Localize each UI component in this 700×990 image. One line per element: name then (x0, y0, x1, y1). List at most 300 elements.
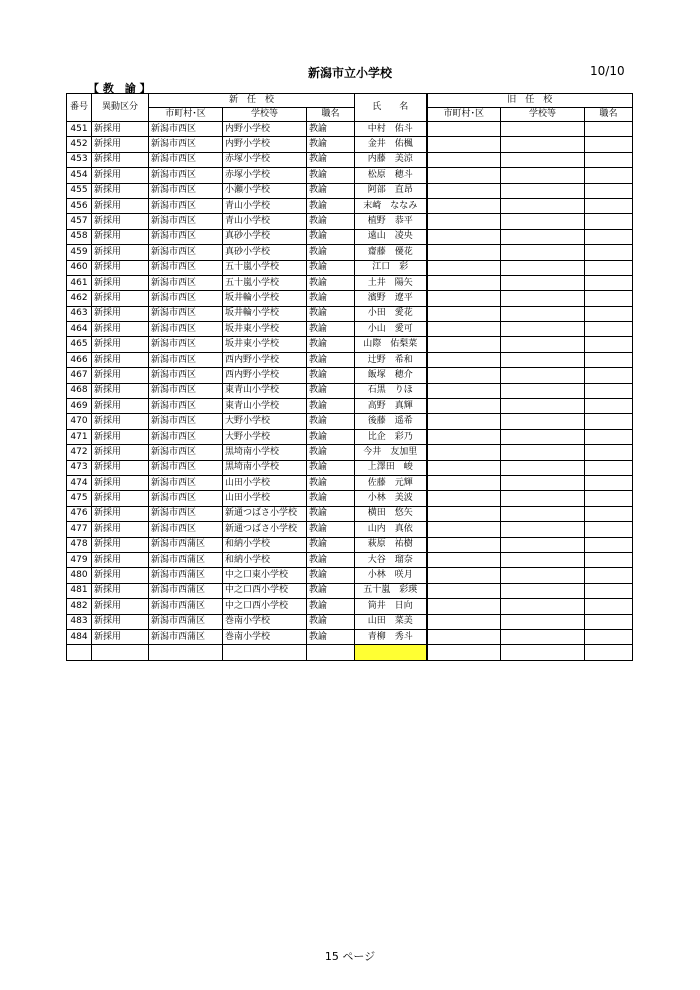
row-name: 小林 咲月 (355, 568, 427, 583)
row-new-city: 新潟市西区 (149, 322, 223, 337)
row-number: 464 (67, 322, 92, 337)
row-old-school (501, 214, 585, 229)
row-old-school (501, 368, 585, 383)
row-number: 457 (67, 214, 92, 229)
row-new-school: 東青山小学校 (223, 383, 307, 398)
row-number: 480 (67, 568, 92, 583)
table-row (67, 198, 633, 213)
row-name: 末崎 ななみ (355, 198, 427, 213)
table-row (67, 460, 633, 475)
row-name: 五十嵐 彩瑛 (355, 583, 427, 598)
row-number: 475 (67, 491, 92, 506)
row-new-city: 新潟市西区 (149, 275, 223, 290)
row-name: 土井 陽矢 (355, 275, 427, 290)
table-row (67, 214, 633, 229)
row-old-school (501, 475, 585, 490)
row-new-post: 教諭 (307, 122, 355, 137)
row-old-city (427, 383, 501, 398)
row-new-school: 青山小学校 (223, 198, 307, 213)
row-old-post (585, 214, 633, 229)
row-kubun: 新採用 (92, 322, 149, 337)
row-old-post (585, 522, 633, 537)
row-new-post: 教諭 (307, 306, 355, 321)
row-number: 476 (67, 506, 92, 521)
row-new-school: 坂井東小学校 (223, 322, 307, 337)
row-number: 471 (67, 429, 92, 444)
row-old-school (501, 198, 585, 213)
row-name: 中村 佑斗 (355, 122, 427, 137)
row-kubun: 新採用 (92, 383, 149, 398)
row-old-post (585, 198, 633, 213)
row-name: 小林 美波 (355, 491, 427, 506)
row-kubun: 新採用 (92, 183, 149, 198)
row-old-school (501, 260, 585, 275)
row-new-school: 東青山小学校 (223, 399, 307, 414)
row-number: 453 (67, 152, 92, 167)
row-kubun: 新採用 (92, 368, 149, 383)
row-new-school: 中之口東小学校 (223, 568, 307, 583)
table-row (67, 183, 633, 198)
row-kubun: 新採用 (92, 214, 149, 229)
row-old-city (427, 537, 501, 552)
row-kubun: 新採用 (92, 537, 149, 552)
row-name: 植野 恭平 (355, 214, 427, 229)
row-old-city (427, 491, 501, 506)
row-old-post (585, 399, 633, 414)
row-old-city (427, 152, 501, 167)
row-old-school (501, 168, 585, 183)
row-kubun: 新採用 (92, 552, 149, 567)
row-kubun: 新採用 (92, 460, 149, 475)
row-old-school (501, 429, 585, 444)
row-new-school: 坂井輪小学校 (223, 306, 307, 321)
row-name: 後藤 遥希 (355, 414, 427, 429)
row-old-post (585, 614, 633, 629)
row-old-post (585, 275, 633, 290)
row-kubun: 新採用 (92, 522, 149, 537)
row-old-post (585, 537, 633, 552)
row-name: 山内 真依 (355, 522, 427, 537)
row-name: 佐藤 元輝 (355, 475, 427, 490)
row-new-post: 教諭 (307, 229, 355, 244)
row-name: 飯塚 穂介 (355, 368, 427, 383)
row-kubun: 新採用 (92, 491, 149, 506)
table-row (67, 399, 633, 414)
row-new-city: 新潟市西区 (149, 291, 223, 306)
row-name: 金井 佑楓 (355, 137, 427, 152)
row-new-school: 和納小学校 (223, 537, 307, 552)
row-kubun: 新採用 (92, 506, 149, 521)
row-kubun: 新採用 (92, 152, 149, 167)
row-kubun: 新採用 (92, 337, 149, 352)
table-row (67, 629, 633, 644)
row-old-city (427, 291, 501, 306)
row-number: 468 (67, 383, 92, 398)
table-row (67, 537, 633, 552)
row-new-school: 内野小学校 (223, 137, 307, 152)
row-new-city: 新潟市西蒲区 (149, 583, 223, 598)
row-old-post (585, 383, 633, 398)
row-old-school (501, 183, 585, 198)
table-row (67, 368, 633, 383)
row-old-post (585, 245, 633, 260)
row-old-post (585, 122, 633, 137)
row-kubun: 新採用 (92, 260, 149, 275)
header-old-school: 学校等 (501, 108, 585, 122)
row-new-school: 内野小学校 (223, 122, 307, 137)
row-kubun: 新採用 (92, 245, 149, 260)
row-old-post (585, 568, 633, 583)
page-footer: 15 ページ (324, 950, 376, 963)
row-number: 474 (67, 475, 92, 490)
row-old-city (427, 445, 501, 460)
row-old-city (427, 460, 501, 475)
row-old-post (585, 168, 633, 183)
row-new-school: 五十嵐小学校 (223, 275, 307, 290)
row-kubun: 新採用 (92, 429, 149, 444)
header-new-school-group: 新 任 校 (149, 94, 355, 108)
row-name: 今井 友加里 (355, 445, 427, 460)
table-row (67, 383, 633, 398)
row-new-city: 新潟市西蒲区 (149, 629, 223, 644)
header-no: 番号 (67, 94, 92, 122)
row-old-city (427, 214, 501, 229)
row-new-school: 中之口西小学校 (223, 599, 307, 614)
row-old-school (501, 568, 585, 583)
row-new-school: 黒埼南小学校 (223, 445, 307, 460)
row-new-city: 新潟市西区 (149, 214, 223, 229)
row-new-post: 教諭 (307, 198, 355, 213)
row-old-city (427, 414, 501, 429)
row-new-school: 真砂小学校 (223, 229, 307, 244)
table-row (67, 122, 633, 137)
row-old-school (501, 414, 585, 429)
row-name: 高野 真輝 (355, 399, 427, 414)
row-old-city (427, 399, 501, 414)
row-new-city: 新潟市西区 (149, 337, 223, 352)
row-old-post (585, 429, 633, 444)
table-row (67, 152, 633, 167)
row-new-city: 新潟市西区 (149, 506, 223, 521)
row-new-post: 教諭 (307, 260, 355, 275)
row-new-post: 教諭 (307, 275, 355, 290)
table-row (67, 599, 633, 614)
row-old-school (501, 306, 585, 321)
row-number: 455 (67, 183, 92, 198)
row-number: 462 (67, 291, 92, 306)
row-new-school: 山田小学校 (223, 475, 307, 490)
row-name: 齋藤 優花 (355, 245, 427, 260)
row-old-school (501, 552, 585, 567)
row-old-city (427, 198, 501, 213)
page-count: 10/10 (590, 64, 625, 78)
row-name: 江口 彩 (355, 260, 427, 275)
empty-cell (307, 645, 355, 660)
row-old-city (427, 275, 501, 290)
row-new-post: 教諭 (307, 291, 355, 306)
row-old-post (585, 599, 633, 614)
row-old-post (585, 260, 633, 275)
row-old-school (501, 291, 585, 306)
row-old-school (501, 537, 585, 552)
row-new-post: 教諭 (307, 152, 355, 167)
table-row (67, 137, 633, 152)
row-old-post (585, 491, 633, 506)
row-new-post: 教諭 (307, 522, 355, 537)
page-title: 新潟市立小学校 (307, 66, 392, 80)
row-old-city (427, 322, 501, 337)
row-new-school: 中之口西小学校 (223, 583, 307, 598)
row-old-post (585, 629, 633, 644)
row-new-school: 大野小学校 (223, 414, 307, 429)
row-number: 452 (67, 137, 92, 152)
empty-cell (149, 645, 223, 660)
row-name: 大谷 瑠奈 (355, 552, 427, 567)
row-old-post (585, 229, 633, 244)
row-old-post (585, 352, 633, 367)
row-old-school (501, 399, 585, 414)
row-old-city (427, 306, 501, 321)
row-new-school: 真砂小学校 (223, 245, 307, 260)
row-old-city (427, 168, 501, 183)
row-old-city (427, 429, 501, 444)
row-old-post (585, 306, 633, 321)
row-name: 青柳 秀斗 (355, 629, 427, 644)
row-number: 481 (67, 583, 92, 598)
row-old-city (427, 337, 501, 352)
table-row (67, 291, 633, 306)
row-new-city: 新潟市西区 (149, 445, 223, 460)
row-number: 451 (67, 122, 92, 137)
row-old-post (585, 368, 633, 383)
row-old-post (585, 552, 633, 567)
row-old-school (501, 445, 585, 460)
row-kubun: 新採用 (92, 137, 149, 152)
row-kubun: 新採用 (92, 475, 149, 490)
row-number: 459 (67, 245, 92, 260)
row-old-school (501, 152, 585, 167)
row-old-city (427, 552, 501, 567)
row-new-post: 教諭 (307, 445, 355, 460)
row-name: 内藤 美涼 (355, 152, 427, 167)
row-kubun: 新採用 (92, 583, 149, 598)
row-old-school (501, 337, 585, 352)
row-old-school (501, 352, 585, 367)
table-row (67, 245, 633, 260)
row-new-post: 教諭 (307, 214, 355, 229)
row-number: 469 (67, 399, 92, 414)
table-row (67, 522, 633, 537)
row-old-city (427, 614, 501, 629)
row-new-city: 新潟市西区 (149, 183, 223, 198)
row-new-city: 新潟市西区 (149, 260, 223, 275)
row-old-city (427, 260, 501, 275)
row-old-post (585, 445, 633, 460)
row-new-school: 五十嵐小学校 (223, 260, 307, 275)
row-old-school (501, 245, 585, 260)
row-kubun: 新採用 (92, 414, 149, 429)
header-old-city: 市町村･区 (427, 108, 501, 122)
row-new-post: 教諭 (307, 475, 355, 490)
row-new-school: 大野小学校 (223, 429, 307, 444)
row-kubun: 新採用 (92, 629, 149, 644)
row-new-post: 教諭 (307, 537, 355, 552)
table-row (67, 260, 633, 275)
row-old-post (585, 152, 633, 167)
row-old-city (427, 475, 501, 490)
table-row (67, 475, 633, 490)
row-new-city: 新潟市西区 (149, 352, 223, 367)
row-new-city: 新潟市西区 (149, 368, 223, 383)
row-new-city: 新潟市西区 (149, 491, 223, 506)
row-new-post: 教諭 (307, 183, 355, 198)
row-name: 阿部 直昂 (355, 183, 427, 198)
table-row (67, 568, 633, 583)
row-old-post (585, 322, 633, 337)
category-label: 【 教 諭 】 (88, 82, 151, 95)
table-row (67, 352, 633, 367)
row-new-city: 新潟市西区 (149, 168, 223, 183)
row-old-city (427, 183, 501, 198)
row-new-city: 新潟市西区 (149, 245, 223, 260)
row-new-post: 教諭 (307, 460, 355, 475)
row-new-city: 新潟市西区 (149, 306, 223, 321)
row-name: 辻野 希和 (355, 352, 427, 367)
row-old-school (501, 583, 585, 598)
row-old-school (501, 275, 585, 290)
row-new-school: 西内野小学校 (223, 368, 307, 383)
row-kubun: 新採用 (92, 568, 149, 583)
row-new-school: 赤塚小学校 (223, 168, 307, 183)
row-old-school (501, 460, 585, 475)
row-new-post: 教諭 (307, 168, 355, 183)
row-old-school (501, 137, 585, 152)
row-new-post: 教諭 (307, 137, 355, 152)
row-number: 463 (67, 306, 92, 321)
row-name: 石黒 りほ (355, 383, 427, 398)
personnel-table (66, 93, 633, 661)
row-new-post: 教諭 (307, 414, 355, 429)
row-new-city: 新潟市西蒲区 (149, 599, 223, 614)
row-old-school (501, 614, 585, 629)
table-row (67, 306, 633, 321)
row-number: 467 (67, 368, 92, 383)
empty-cell (92, 645, 149, 660)
row-old-post (585, 506, 633, 521)
row-kubun: 新採用 (92, 168, 149, 183)
table-row (67, 491, 633, 506)
row-new-city: 新潟市西区 (149, 399, 223, 414)
row-old-school (501, 229, 585, 244)
row-old-city (427, 137, 501, 152)
row-old-school (501, 629, 585, 644)
table-row (67, 445, 633, 460)
row-new-city: 新潟市西区 (149, 229, 223, 244)
row-old-city (427, 599, 501, 614)
row-name: 横田 悠矢 (355, 506, 427, 521)
row-old-post (585, 183, 633, 198)
header-old-school-group: 旧 任 校 (427, 94, 633, 108)
row-kubun: 新採用 (92, 291, 149, 306)
row-number: 484 (67, 629, 92, 644)
row-new-city: 新潟市西区 (149, 152, 223, 167)
row-name: 濱野 遼平 (355, 291, 427, 306)
row-new-post: 教諭 (307, 583, 355, 598)
row-new-school: 小瀬小学校 (223, 183, 307, 198)
row-old-city (427, 352, 501, 367)
row-old-post (585, 137, 633, 152)
row-number: 470 (67, 414, 92, 429)
row-new-city: 新潟市西区 (149, 429, 223, 444)
row-old-post (585, 475, 633, 490)
row-name: 山際 佑梨菜 (355, 337, 427, 352)
row-old-school (501, 506, 585, 521)
row-old-school (501, 491, 585, 506)
row-old-school (501, 522, 585, 537)
row-kubun: 新採用 (92, 306, 149, 321)
row-name: 山田 菜美 (355, 614, 427, 629)
row-new-school: 新通つばさ小学校 (223, 522, 307, 537)
table-row (67, 168, 633, 183)
row-name: 小山 愛可 (355, 322, 427, 337)
header-new-city: 市町村･区 (149, 108, 223, 122)
row-number: 477 (67, 522, 92, 537)
row-new-school: 坂井東小学校 (223, 337, 307, 352)
highlighted-name-cell (355, 645, 427, 660)
row-name: 小田 愛花 (355, 306, 427, 321)
row-kubun: 新採用 (92, 198, 149, 213)
row-new-city: 新潟市西区 (149, 198, 223, 213)
header-name: 氏 名 (355, 94, 427, 122)
row-kubun: 新採用 (92, 352, 149, 367)
row-old-post (585, 291, 633, 306)
empty-cell (501, 645, 585, 660)
row-old-city (427, 245, 501, 260)
row-new-post: 教諭 (307, 429, 355, 444)
row-old-city (427, 568, 501, 583)
row-number: 472 (67, 445, 92, 460)
row-number: 456 (67, 198, 92, 213)
table-row (67, 322, 633, 337)
row-old-school (501, 122, 585, 137)
row-new-post: 教諭 (307, 245, 355, 260)
table-row (67, 275, 633, 290)
empty-cell (427, 645, 501, 660)
table-row (67, 414, 633, 429)
row-number: 466 (67, 352, 92, 367)
empty-row (67, 645, 633, 660)
table-row (67, 583, 633, 598)
row-new-school: 黒埼南小学校 (223, 460, 307, 475)
row-new-post: 教諭 (307, 368, 355, 383)
header-kubun: 異動区分 (92, 94, 149, 122)
row-new-post: 教諭 (307, 568, 355, 583)
header-new-school: 学校等 (223, 108, 307, 122)
row-old-city (427, 122, 501, 137)
row-new-city: 新潟市西区 (149, 137, 223, 152)
row-kubun: 新採用 (92, 614, 149, 629)
row-kubun: 新採用 (92, 399, 149, 414)
table-row (67, 614, 633, 629)
row-name: 松原 穂斗 (355, 168, 427, 183)
row-old-city (427, 522, 501, 537)
row-old-city (427, 629, 501, 644)
row-new-city: 新潟市西蒲区 (149, 614, 223, 629)
row-old-school (501, 322, 585, 337)
row-new-school: 赤塚小学校 (223, 152, 307, 167)
row-old-post (585, 460, 633, 475)
row-new-school: 坂井輪小学校 (223, 291, 307, 306)
